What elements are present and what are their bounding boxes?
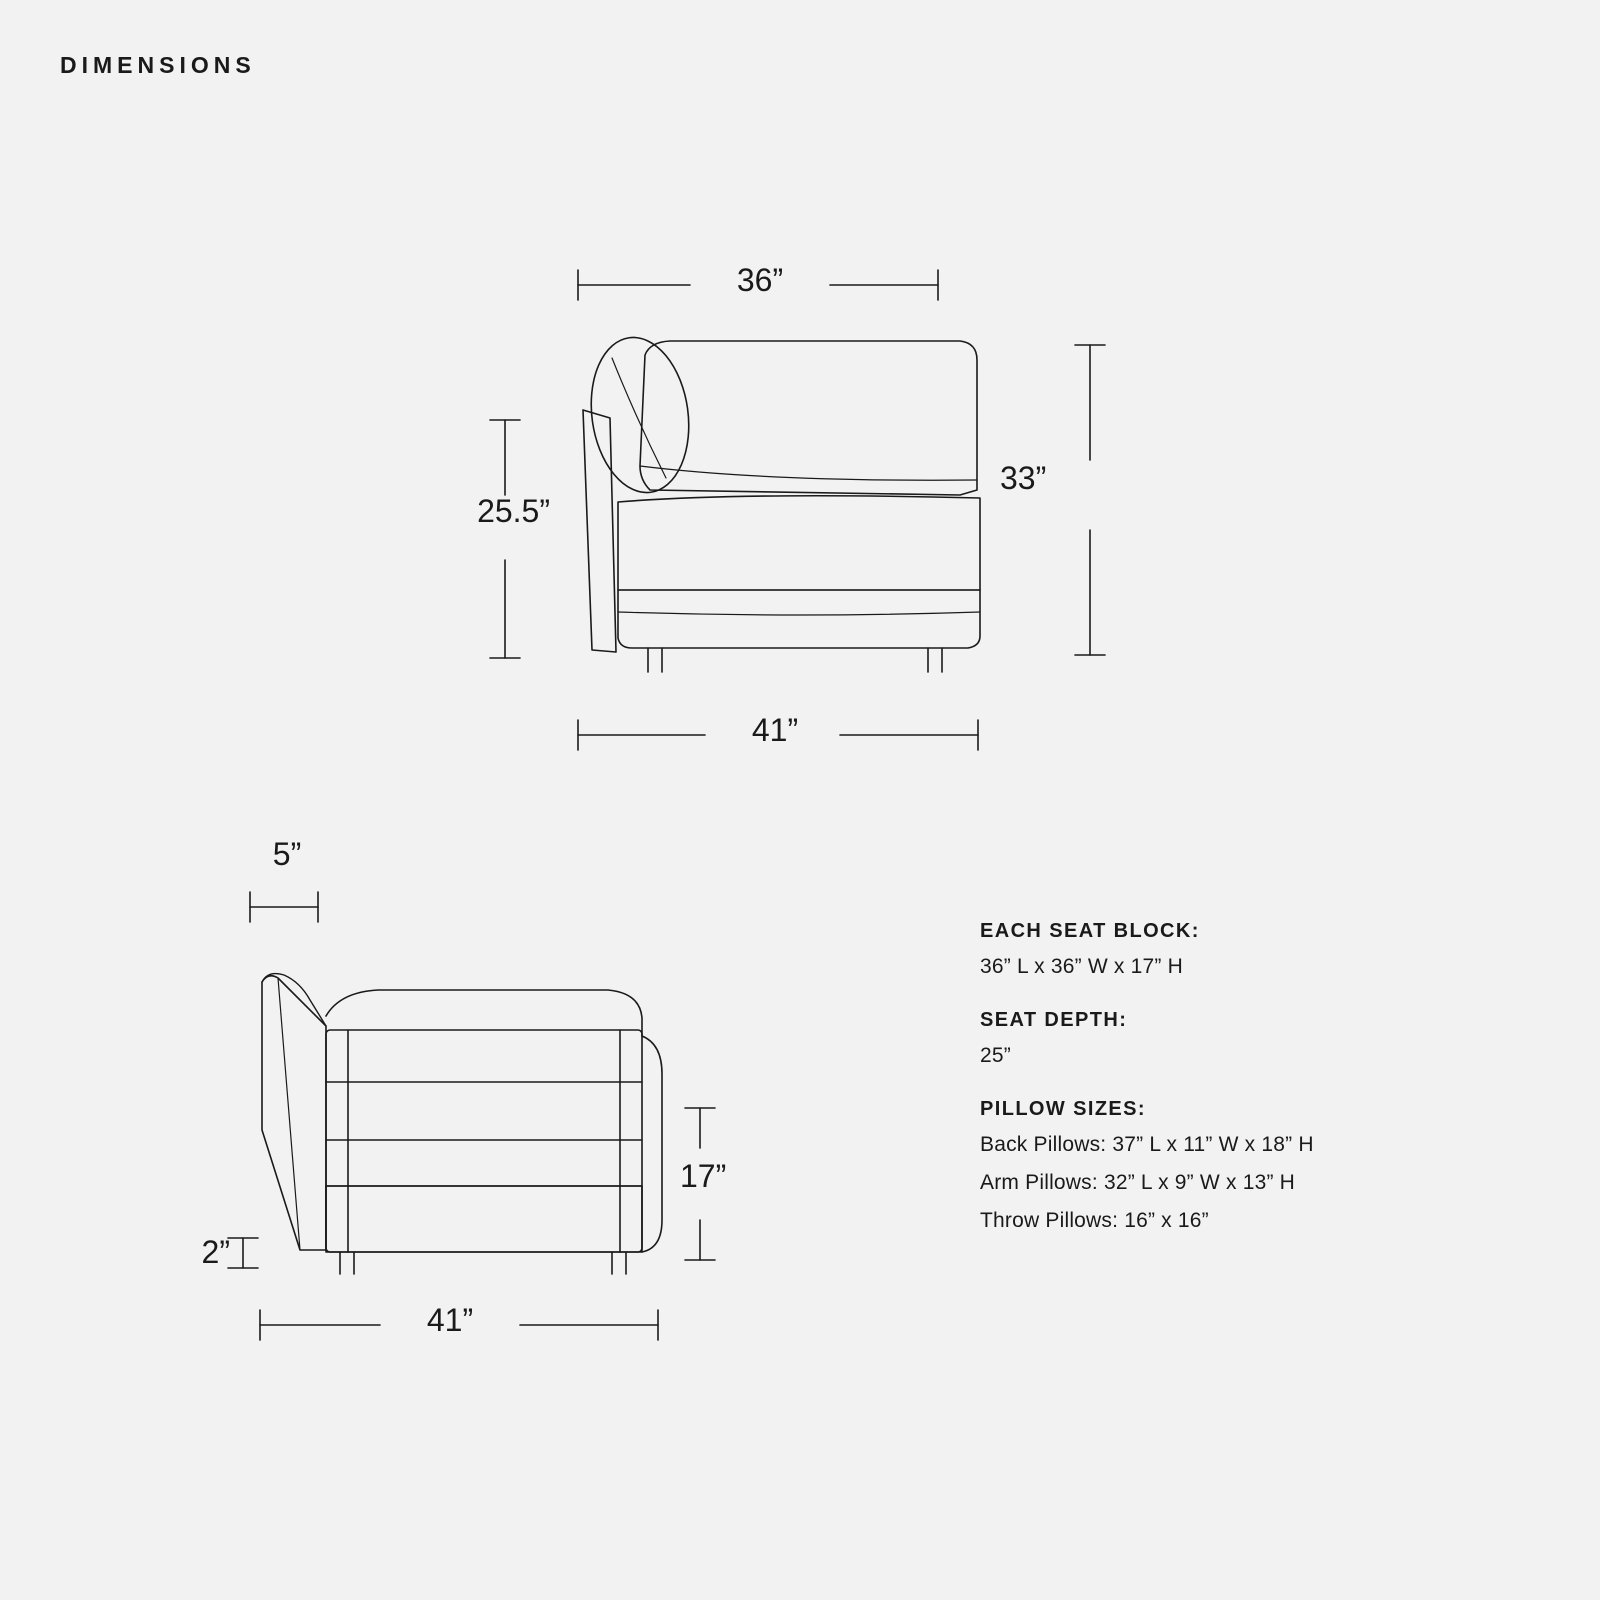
dimension-line-top-offset [250,892,318,922]
sofa-base [618,590,980,648]
dimension-line-leg-height [228,1238,258,1268]
sofa-side-back-pillow [326,990,642,1036]
spec-value-throw-pillows: Throw Pillows: 16” x 16” [980,1209,1209,1232]
front-view-diagram [440,240,1140,780]
sofa-legs [648,648,942,672]
spec-heading-seat-depth: SEAT DEPTH: [980,1009,1128,1031]
spec-group-seat-depth [980,1009,1540,1068]
label-leg-height: 2” [201,1234,230,1270]
sofa-side-seat-block [326,1186,642,1252]
sofa-base-line [618,612,980,615]
label-width-bottom: 41” [751,712,799,748]
label-depth: 41” [426,1302,474,1338]
dimension-line-height-back [1075,345,1105,655]
label-height-seat-back: 25.5” [477,493,550,529]
sofa-side-legs [340,1252,626,1274]
spec-heading-seat-block: EACH SEAT BLOCK: [980,920,1200,942]
sofa-side-arm-pillow [262,974,326,1026]
sofa-seat-cushion [618,496,980,590]
sofa-side-frame [326,1030,642,1252]
label-top-offset: 5” [272,836,302,872]
spec-value-seat-block: 36” L x 36” W x 17” H [980,955,1183,978]
page-title: DIMENSIONS [60,52,256,78]
label-width-top: 36” [736,262,784,298]
sofa-side-back-panel-inner [278,978,300,1250]
sofa-side-back-panel [262,976,326,1250]
sofa-back-cushion-edge [640,466,977,480]
spec-value-back-pillows: Back Pillows: 37” L x 11” W x 18” H [980,1133,1314,1156]
label-seat-height: 17” [680,1158,727,1194]
specifications-list [980,920,1540,1263]
sofa-side-right-arm [642,1036,662,1252]
side-view-diagram [150,830,940,1400]
spec-value-seat-depth: 25” [980,1044,1011,1067]
spec-group-pillow-sizes [980,1098,1540,1233]
spec-value-arm-pillows: Arm Pillows: 32” L x 9” W x 13” H [980,1171,1296,1194]
spec-heading-pillow-sizes: PILLOW SIZES: [980,1098,1146,1120]
dimension-line-height-seat [490,420,520,658]
spec-group-seat-block [980,920,1540,979]
sofa-back-panel [583,410,616,652]
label-height-back: 33” [1000,460,1047,496]
